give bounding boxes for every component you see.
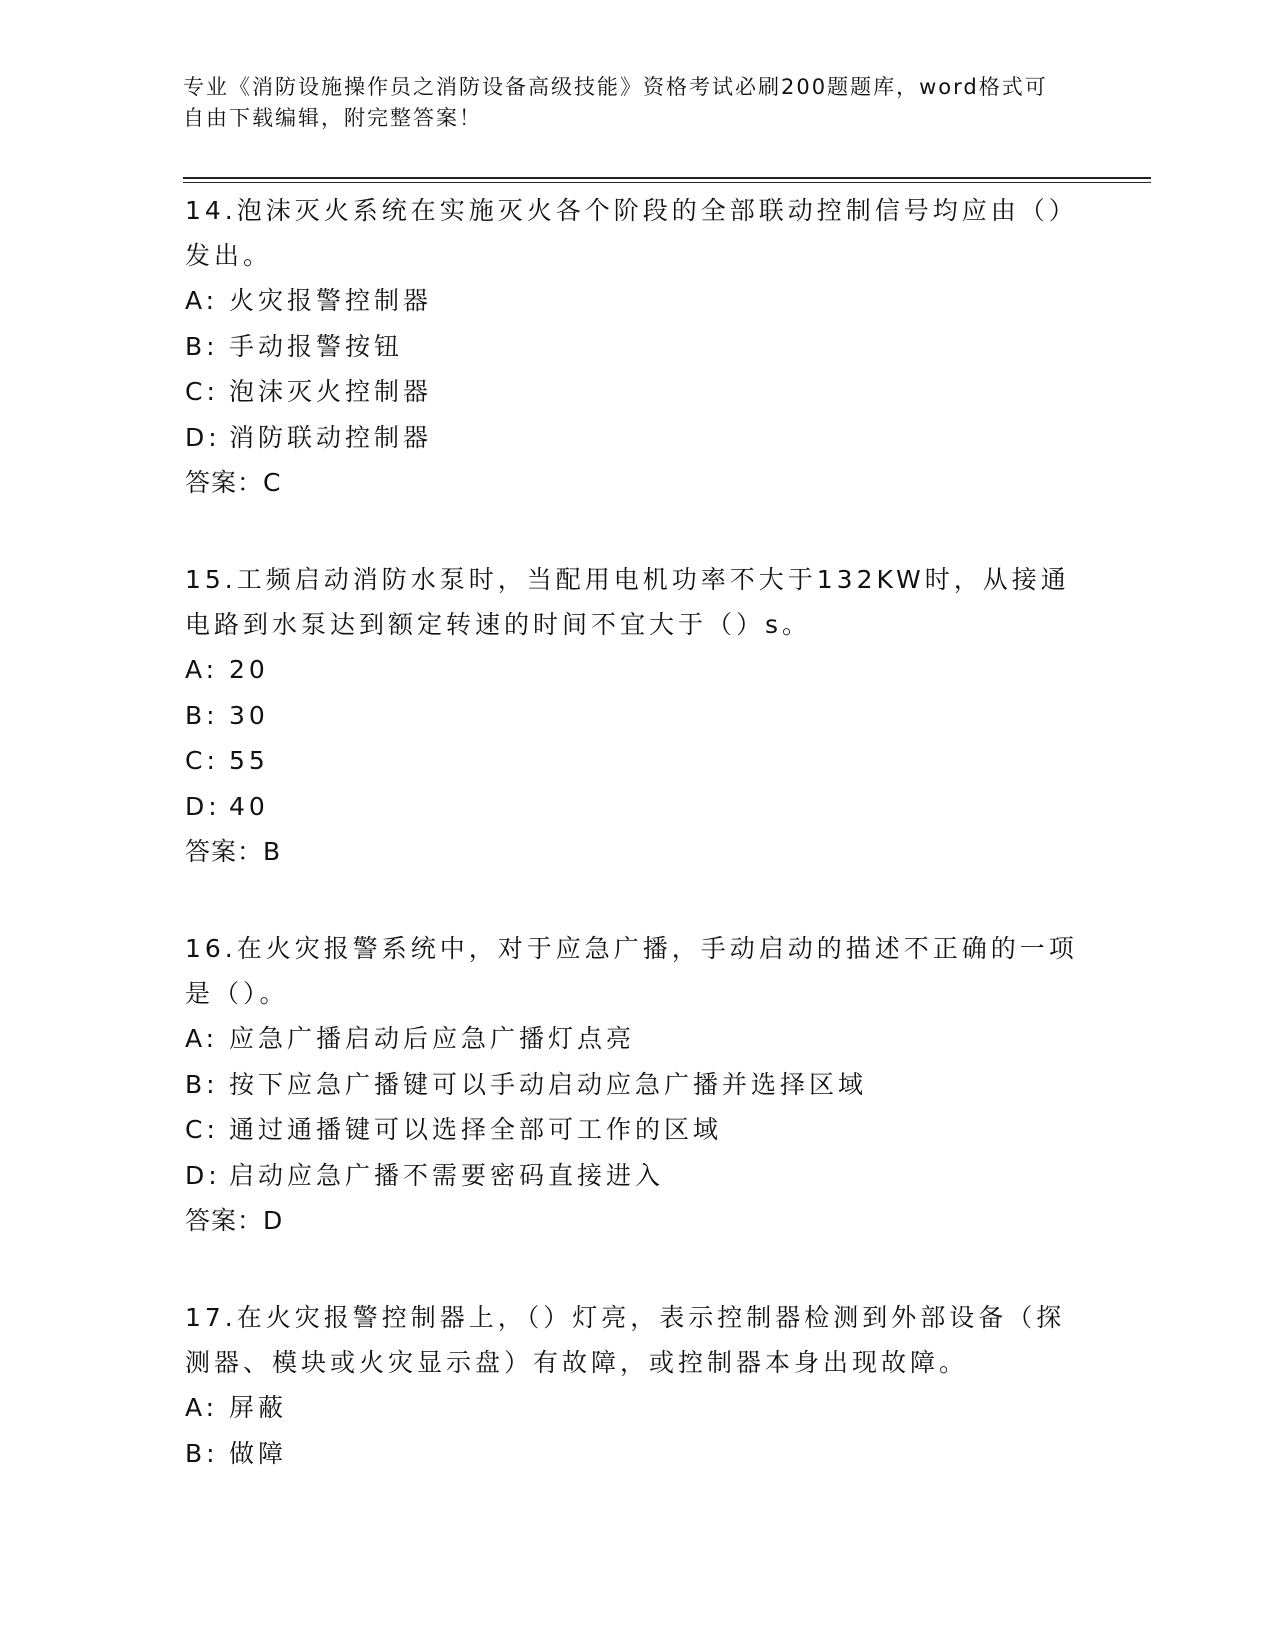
option-label: D: <box>185 791 221 821</box>
option-label: B: <box>185 1069 219 1099</box>
option-a <box>185 647 1085 693</box>
question-14 <box>185 188 1085 505</box>
option-b <box>185 1431 1085 1477</box>
answer-line: 答案：C <box>185 468 282 497</box>
option-text: 55 <box>229 746 269 775</box>
option-text: 20 <box>229 655 269 684</box>
answer-line: 答案：B <box>185 837 282 866</box>
header-divider-thin <box>183 182 1151 183</box>
option-a <box>185 1385 1085 1431</box>
answer-line: 答案：D <box>185 1206 284 1235</box>
option-c <box>185 1107 1085 1153</box>
option-text: 30 <box>229 700 269 730</box>
question-17 <box>185 1295 1085 1476</box>
question-stem: 14.泡沫灭火系统在实施灭火各个阶段的全部联动控制信号均应由（）发出。 <box>185 196 1078 270</box>
option-text: 应急广播启动后应急广播灯点亮 <box>229 1024 636 1053</box>
option-d <box>185 784 1085 830</box>
question-stem: 16.在火灾报警系统中，对于应急广播，手动启动的描述不正确的一项是（）。 <box>185 934 1078 1008</box>
option-d <box>185 415 1085 461</box>
question-list <box>185 188 1085 1528</box>
option-text: 手动报警按钮 <box>229 331 404 361</box>
question-stem: 15.工频启动消防水泵时，当配用电机功率不大于132KW时，从接通电路到水泵达到额定转速的时间不宜大于（）s。 <box>185 565 1070 639</box>
option-text: 屏蔽 <box>229 1393 288 1422</box>
option-text: 火灾报警控制器 <box>229 286 433 315</box>
option-b <box>185 693 1085 739</box>
option-b <box>185 1062 1085 1108</box>
option-label: D: <box>185 1160 221 1190</box>
question-15 <box>185 557 1085 874</box>
option-text: 40 <box>229 791 269 821</box>
option-a <box>185 278 1085 324</box>
option-text: 做障 <box>229 1438 288 1468</box>
option-label: B: <box>185 1438 219 1468</box>
option-text: 消防联动控制器 <box>229 422 433 452</box>
option-label: C: <box>185 1115 219 1144</box>
option-label: A: <box>185 655 219 684</box>
option-a <box>185 1016 1085 1062</box>
question-16 <box>185 926 1085 1243</box>
option-text: 泡沫灭火控制器 <box>229 377 433 406</box>
header-divider-thick <box>183 177 1151 179</box>
document-header: 专业《消防设施操作员之消防设备高级技能》资格考试必刷200题题库，word格式可自由下载编辑，附完整答案！ <box>183 75 1048 130</box>
option-label: B: <box>185 331 219 361</box>
option-label: A: <box>185 286 219 315</box>
option-label: C: <box>185 377 219 406</box>
option-label: A: <box>185 1024 219 1053</box>
option-label: D: <box>185 422 221 452</box>
option-label: A: <box>185 1393 219 1422</box>
option-text: 通过通播键可以选择全部可工作的区域 <box>229 1115 723 1144</box>
question-stem: 17.在火灾报警控制器上，（）灯亮，表示控制器检测到外部设备（探测器、模块或火灾显示盘）有故障，或控制器本身出现故障。 <box>185 1303 1066 1377</box>
option-b <box>185 324 1085 370</box>
option-label: C: <box>185 746 219 775</box>
option-c <box>185 369 1085 415</box>
option-c <box>185 738 1085 784</box>
option-text: 按下应急广播键可以手动启动应急广播并选择区域 <box>229 1069 868 1099</box>
option-text: 启动应急广播不需要密码直接进入 <box>229 1160 665 1190</box>
option-label: B: <box>185 700 219 730</box>
option-d <box>185 1153 1085 1199</box>
